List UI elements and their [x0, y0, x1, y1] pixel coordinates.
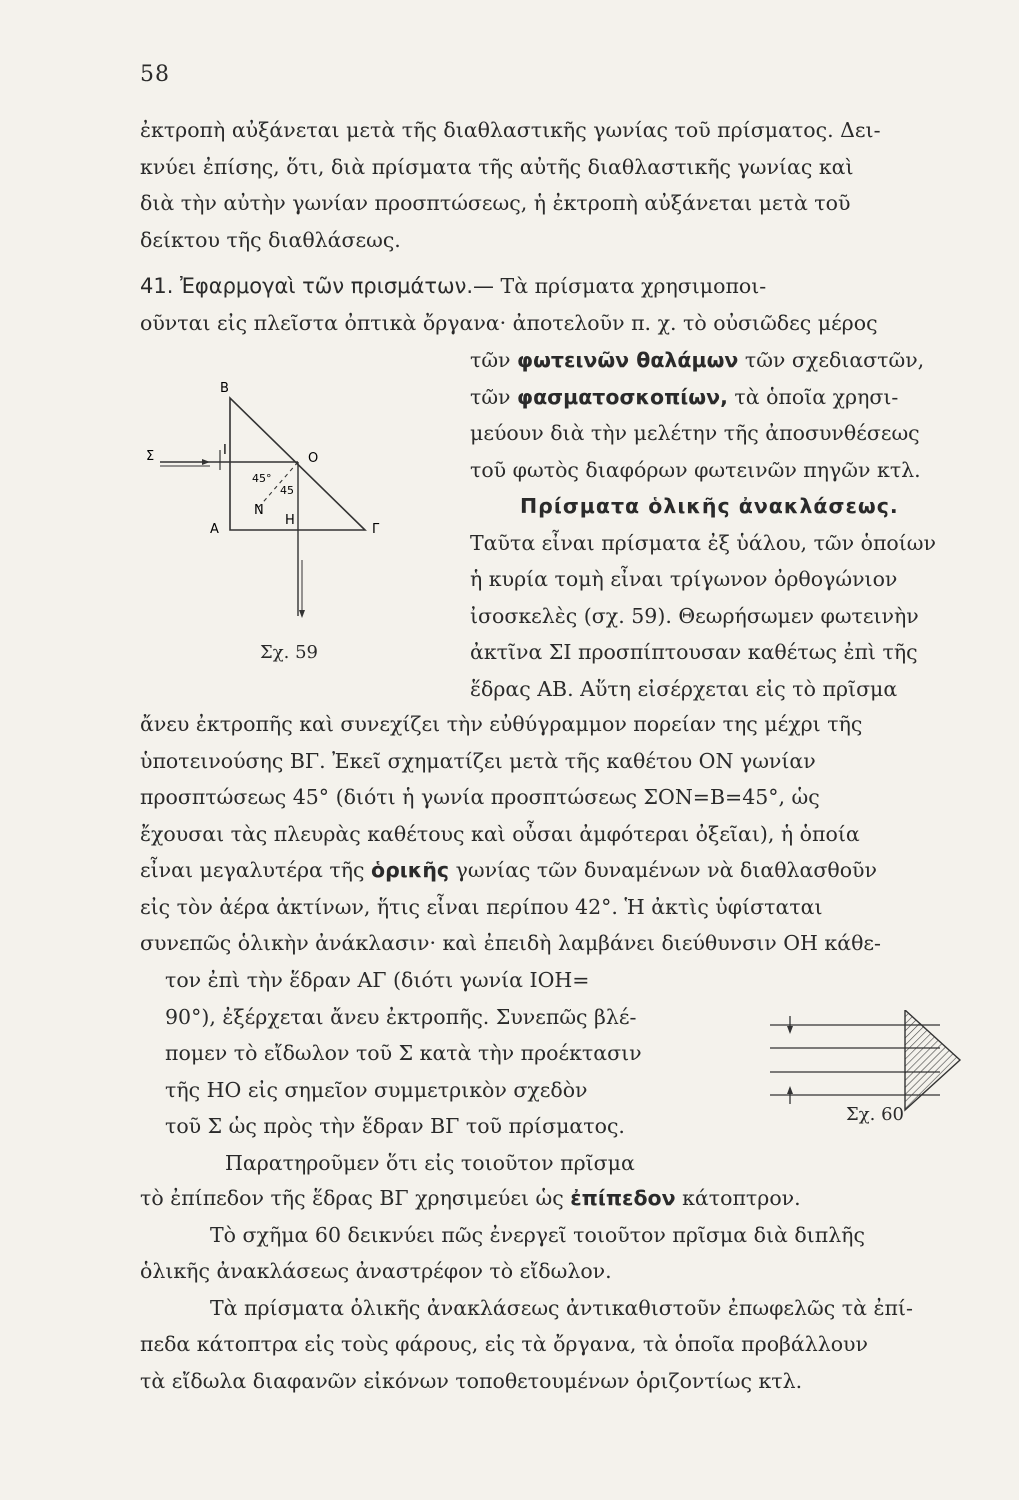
text-line: τὰ εἴδωλα διαφανῶν εἰκόνων τοποθετουμένων ὁριζοντίως κτλ.: [140, 1368, 803, 1393]
text-line: δείκτου τῆς διαθλάσεως.: [140, 227, 401, 252]
text-line: ἔχουσαι τὰς πλευρὰς καθέτους καὶ οὖσαι ἀμφότεραι ὀξεῖαι), ἡ ὁποία: [140, 821, 860, 846]
final-paragraph: τὸ ἐπίπεδον τῆς ἕδρας ΒΓ χρησιμεύει ὡς ἐπίπεδον κάτοπτρον. Τὸ σχῆμα 60 δεικνύει πῶς ἐνεργεῖ τοιοῦτον πρῖσμα διὰ διπλῆς ὁλικῆς ἀνακλάσεως ἀναστρέφον τὸ εἴδωλον. Τὰ πρίσματα ὁλικῆς ἀνακλάσεως ἀντικαθιστοῦν ἐπωφελῶς τὰ ἐπί- πεδα κάτοπτρα εἰς τοὺς φάρους, εἰς τὰ ὄργανα, τὰ ὁποῖα προβάλλουν τὰ εἴδωλα διαφανῶν εἰκόνων τοποθετουμένων ὁριζοντίως κτλ.: [140, 1180, 980, 1399]
text-line: κνύει ἐπίσης, ὅτι, διὰ πρίσματα τῆς αὐτῆς διαθλαστικῆς γωνίας καὶ: [140, 154, 854, 179]
text-line: εἰς τὸν ἀέρα ἀκτίνων, ἥτις εἶναι περίπου 42°. Ἡ ἀκτὶς ὑφίσταται: [140, 894, 823, 919]
figure-60-caption: Σχ. 60: [846, 1104, 904, 1125]
text-line: πομεν τὸ εἴδωλον τοῦ Σ κατὰ τὴν προέκτασιν: [165, 1041, 642, 1065]
label-h: Η: [285, 513, 295, 528]
section-title: Ἐφαρμογαὶ τῶν πρισμάτων.—: [179, 274, 495, 298]
label-i: Ι: [223, 443, 227, 458]
bold-term: ὁρικῆς: [371, 858, 450, 882]
label-o: Ο: [308, 451, 319, 466]
label-gamma: Γ: [372, 522, 380, 537]
text-line: τῆς ΗΟ εἰς σημεῖον συμμετρικὸν σχεδὸν: [165, 1077, 588, 1102]
figure-59-caption: Σχ. 59: [260, 642, 318, 663]
section-41: [140, 268, 980, 341]
text-line: διὰ τὴν αὐτὴν γωνίαν προσπτώσεως, ἡ ἐκτροπὴ αὐξάνεται μετὰ τοῦ: [140, 191, 851, 215]
left-block-text: [165, 962, 725, 1181]
text-line: προσπτώσεως 45° (διότι ἡ γωνία προσπτώσεως ΣΟΝ=Β=45°, ὡς: [140, 785, 820, 809]
figure-59: [140, 370, 400, 670]
bold-term: φωτεινῶν θαλάμων: [517, 348, 739, 372]
subheading: Πρίσματα ὁλικῆς ἀνακλάσεως.: [520, 494, 899, 518]
text-line: τοῦ φωτὸς διαφόρων φωτεινῶν πηγῶν κτλ.: [470, 457, 921, 482]
text-line: ἡ κυρία τομὴ εἶναι τρίγωνον ὀρθογώνιον: [470, 567, 898, 591]
image-arrowhead-bottom: [787, 1086, 793, 1094]
text-line: ἐκτροπὴ αὐξάνεται μετὰ τῆς διαθλαστικῆς γωνίας τοῦ πρίσματος. Δει-: [140, 118, 881, 142]
page-number: 58: [140, 62, 170, 87]
right-column-text: τῶν φωτεινῶν θαλάμων τῶν σχεδιαστῶν, τῶν φασματοσκοπίων, τὰ ὁποῖα χρησι- μεύουν διὰ τὴν μελέτην τῆς ἀποσυνθέσεως τοῦ φωτὸς διαφόρων φωτεινῶν πηγῶν κτλ. Πρίσματα ὁλικῆς ἀνακλάσεως. Ταῦτα εἶναι πρίσματα ἐξ ὑάλου, τῶν ὁποίων ἡ κυρία τομὴ εἶναι τρίγωνον ὀρθογώνιον ἰσοσκελὲς (σχ. 59). Θεωρήσωμεν φωτεινὴν ἀκτῖνα ΣΙ προσπίπτουσαν καθέτως ἐπὶ τῆς ἕδρας ΑΒ. Αὕτη εἰσέρχεται εἰς τὸ πρῖσμα: [470, 342, 990, 707]
text-line: ὑποτεινούσης ΒΓ. Ἐκεῖ σχηματίζει μετὰ τῆς καθέτου ΟΝ γωνίαν: [140, 748, 816, 773]
text-line: ὁλικῆς ἀνακλάσεως ἀναστρέφον τὸ εἴδωλον.: [140, 1259, 612, 1283]
bold-term: ἐπίπεδον: [570, 1186, 676, 1210]
text-line: ἰσοσκελὲς (σχ. 59). Θεωρήσωμεν φωτεινὴν: [470, 603, 919, 628]
label-angle-45: 45: [280, 484, 294, 497]
label-angle-45-deg: 45°: [252, 472, 272, 485]
label-b: Β: [220, 381, 229, 396]
text-line: Ταῦτα εἶναι πρίσματα ἐξ ὑάλου, τῶν ὁποίων: [470, 530, 936, 555]
text-line: Παρατηροῦμεν ὅτι εἰς τοιοῦτον πρῖσμα: [225, 1150, 635, 1175]
section-number: 41.: [140, 274, 174, 298]
intro-paragraph: [140, 112, 980, 258]
prism-diagram: [140, 370, 400, 670]
text-line: πεδα κάτοπτρα εἰς τοὺς φάρους, εἰς τὰ ὄργανα, τὰ ὁποῖα προβάλλουν: [140, 1332, 868, 1356]
text-line: τον ἐπὶ τὴν ἕδραν ΑΓ (διότι γωνία ΙΟΗ=: [165, 968, 590, 992]
text-line: Τὸ σχῆμα 60 δεικνύει πῶς ἐνεργεῖ τοιοῦτον πρῖσμα διὰ διπλῆς: [210, 1222, 865, 1247]
label-a: Α: [210, 522, 219, 537]
text-line: 90°), ἐξέρχεται ἄνευ ἐκτροπῆς. Συνεπῶς βλέ-: [165, 1004, 637, 1029]
text-line: τοῦ Σ ὡς πρὸς τὴν ἕδραν ΒΓ τοῦ πρίσματος.: [165, 1114, 625, 1138]
bold-term: φασματοσκοπίων,: [517, 384, 728, 409]
ray-arrowhead: [202, 459, 210, 465]
text-line: ἀκτῖνα ΣΙ προσπίπτουσαν καθέτως ἐπὶ τῆς: [470, 640, 918, 664]
text-line: συνεπῶς ὁλικὴν ἀνάκλασιν· καὶ ἐπειδὴ λαμβάνει διεύθυνσιν ΟΗ κάθε-: [140, 931, 881, 955]
text-line: ἕδρας ΑΒ. Αὕτη εἰσέρχεται εἰς τὸ πρῖσμα: [470, 676, 898, 701]
middle-paragraph: ἄνευ ἐκτροπῆς καὶ συνεχίζει τὴν εὐθύγραμμον πορείαν της μέχρι τῆς ὑποτεινούσης ΒΓ. Ἐκεῖ σχηματίζει μετὰ τῆς καθέτου ΟΝ γωνίαν προσπτώσεως 45° (διότι ἡ γωνία προσπτώσεως ΣΟΝ=Β=45°, ὡς ἔχουσαι τὰς πλευρὰς καθέτους καὶ οὖσαι ἀμφότεραι ὀξεῖαι), ἡ ὁποία εἶναι μεγαλυτέρα τῆς ὁρικῆς γωνίας τῶν δυναμένων νὰ διαθλασθοῦν εἰς τὸν ἀέρα ἀκτίνων, ἥτις εἶναι περίπου 42°. Ἡ ἀκτὶς ὑφίσταται συνεπῶς ὁλικὴν ἀνάκλασιν· καὶ ἐπειδὴ λαμβάνει διεύθυνσιν ΟΗ κάθε-: [140, 706, 980, 962]
text-line: μεύουν διὰ τὴν μελέτην τῆς ἀποσυνθέσεως: [470, 421, 920, 445]
text-line: οῦνται εἰς πλεῖστα ὀπτικὰ ὄργανα· ἀποτελοῦν π. χ. τὸ οὐσιῶδες μέρος: [140, 310, 878, 335]
reflected-arrowhead: [299, 610, 305, 618]
section-first-line-rest: Τὰ πρίσματα χρησιμοποι-: [500, 274, 767, 298]
text-line: ἄνευ ἐκτροπῆς καὶ συνεχίζει τὴν εὐθύγραμμον πορείαν της μέχρι τῆς: [140, 712, 863, 736]
object-arrowhead-top: [787, 1026, 793, 1034]
label-n: Ν: [254, 503, 264, 518]
text-line: Τὰ πρίσματα ὁλικῆς ἀνακλάσεως ἀντικαθιστοῦν ἐπωφελῶς τὰ ἐπί-: [210, 1295, 913, 1320]
label-sigma: Σ: [146, 449, 155, 464]
